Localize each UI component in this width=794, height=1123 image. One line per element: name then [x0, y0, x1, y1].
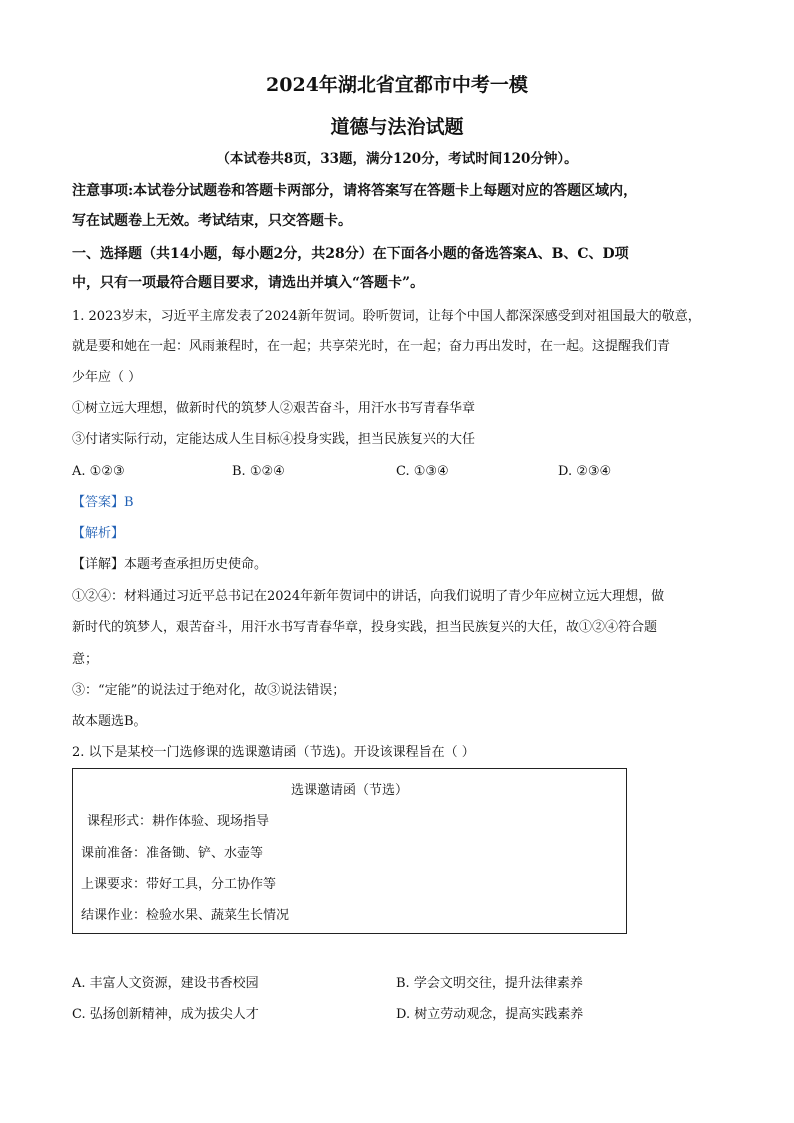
invitation-line-4: 结课作业：检验水果、蔬菜生长情况 [81, 908, 290, 923]
q2-stem: 2. 以下是某校一门选修课的选课邀请函（节选)。开设该课程旨在（ ） [72, 745, 475, 760]
q2-option-a: A. 丰富人文资源，建设书香校园 [72, 976, 259, 991]
q1-detail: 【详解】本题考查承担历史使命。 [72, 557, 268, 572]
section1-line-1: 一、选择题（共14小题，每小题2分，共28分）在下面各小题的备选答案A、B、C、D项 [72, 246, 629, 262]
q1-item-1: ①树立远大理想，做新时代的筑梦人②艰苦奋斗，用汗水书写青春华章 [72, 401, 476, 416]
q1-item-2: ③付诸实际行动，定能达成人生目标④投身实践，担当民族复兴的大任 [72, 432, 476, 447]
invitation-line-3: 上课要求：带好工具，分工协作等 [81, 877, 277, 892]
q1-explanation-5: 故本题选B。 [72, 714, 147, 729]
invitation-box [72, 768, 627, 934]
exam-info: （本试卷共8页，33题，满分120分，考试时间120分钟）。 [216, 151, 578, 167]
q2-option-b: B. 学会文明交往，提升法律素养 [396, 976, 583, 991]
q1-explanation-3: 意； [72, 652, 99, 667]
q2-option-d: D. 树立劳动观念，提高实践素养 [396, 1007, 584, 1022]
q1-stem-3: 少年应（ ） [72, 370, 142, 385]
section1-line-2: 中，只有一项最符合题目要求，请选出并填入“答题卡”。 [72, 275, 425, 291]
q1-analysis-label: 【解析】 [72, 526, 125, 541]
q1-option-d: D. ②③④ [558, 464, 612, 479]
invitation-line-2: 课前准备：准备锄、铲、水壶等 [81, 846, 264, 861]
q1-explanation-1: ①②④：材料通过习近平总书记在2024年新年贺词中的讲话，向我们说明了青少年应树立远大理想，做 [72, 589, 665, 604]
q1-option-b: B. ①②④ [232, 464, 285, 479]
invitation-title: 选课邀请函（节选） [290, 783, 408, 798]
q1-answer: 【答案】B [72, 495, 134, 510]
q1-option-a: A. ①②③ [72, 464, 125, 479]
exam-subject: 道德与法治试题 [330, 116, 464, 138]
q1-stem-1: 1. 2023岁末，习近平主席发表了2024新年贺词。聆听贺词，让每个中国人都深深感受到对祖国最大的敬意， [72, 309, 701, 324]
q1-explanation-4: ③：“定能”的说法过于绝对化，故③说法错误； [72, 683, 346, 698]
exam-title: 2024年湖北省宜都市中考一模 [266, 74, 528, 96]
invitation-line-1: 课程形式：耕作体验、现场指导 [87, 814, 270, 829]
notice-line-1: 注意事项:本试卷分试题卷和答题卡两部分，请将答案写在答题卡上每题对应的答题区域内， [72, 183, 638, 199]
q1-explanation-2: 新时代的筑梦人，艰苦奋斗，用汗水书写青春华章，投身实践，担当民族复兴的大任，故①②④符合题 [72, 620, 658, 635]
q1-stem-2: 就是要和她在一起：风雨兼程时，在一起；共享荣光时，在一起；奋力再出发时，在一起。这提醒我们青 [72, 339, 671, 354]
notice-line-2: 写在试题卷上无效。考试结束，只交答题卡。 [72, 213, 352, 229]
q2-option-c: C. 弘扬创新精神，成为拔尖人才 [72, 1007, 259, 1022]
q1-option-c: C. ①③④ [396, 464, 449, 479]
